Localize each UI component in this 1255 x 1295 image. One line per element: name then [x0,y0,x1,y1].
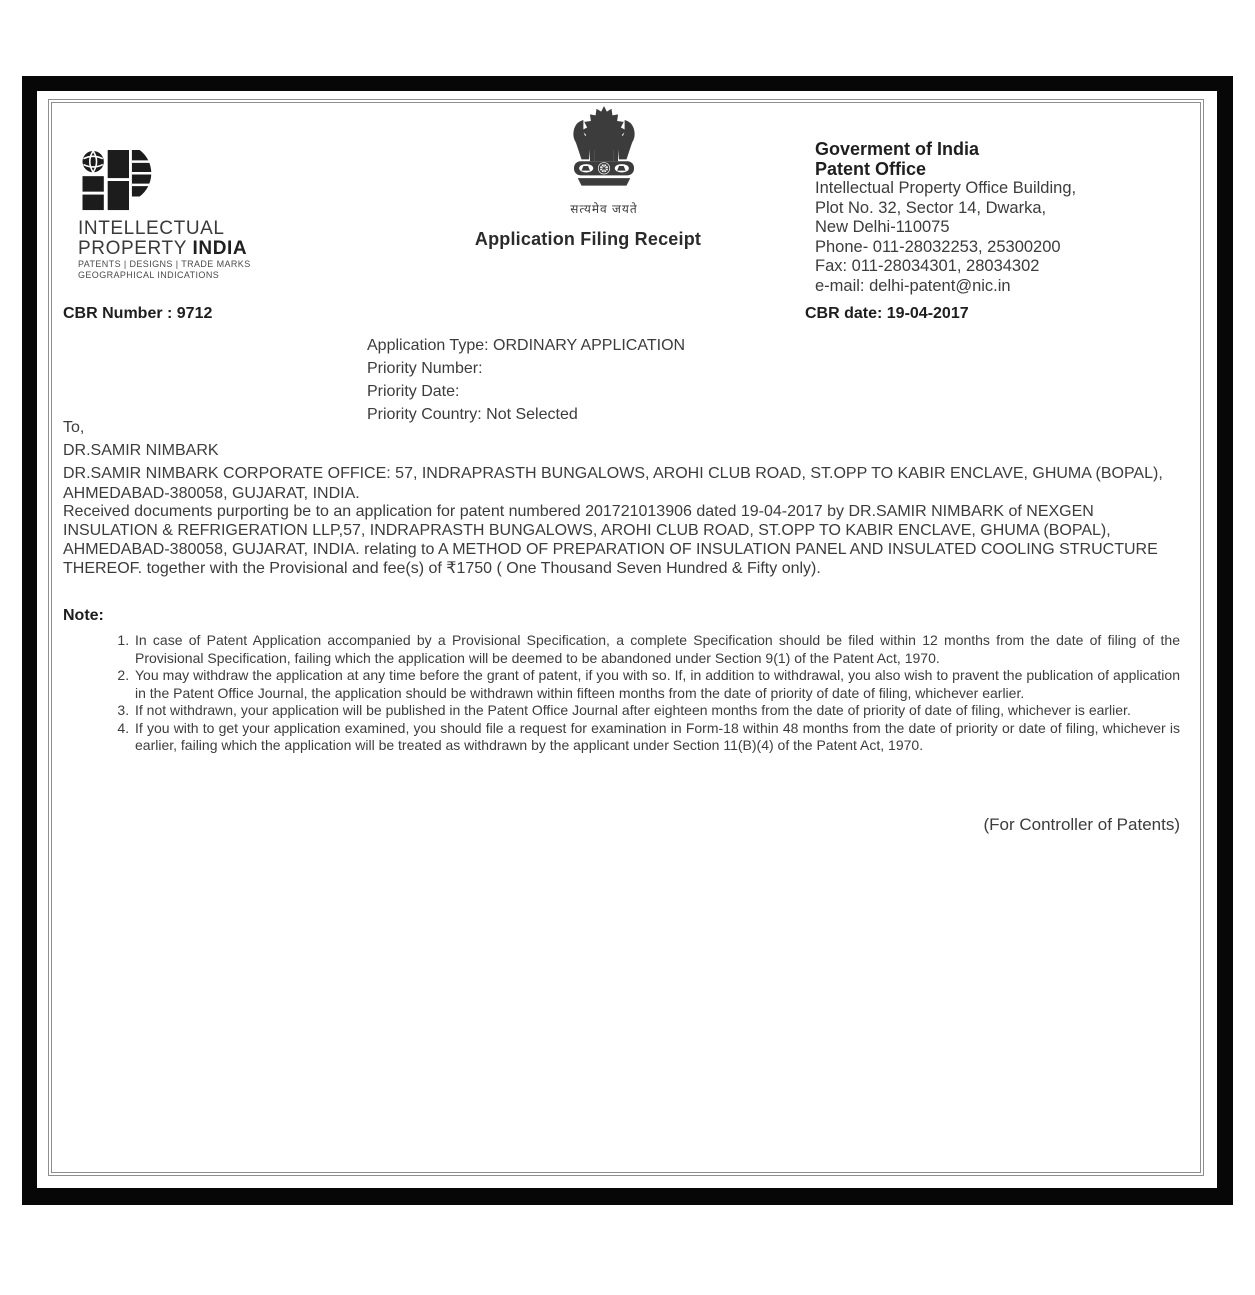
page-title: Application Filing Receipt [474,229,702,249]
logo-wordmark-line1: INTELLECTUAL [78,218,225,239]
office-phone-line: Phone- 011-28032253, 25300200 [815,237,1061,256]
salutation: To, [63,419,85,436]
application-details [367,334,887,426]
emblem-motto: सत्यमेव जयते [570,202,638,216]
cbr-number: CBR Number : 9712 [63,305,213,322]
note-item-3: 3. If not withdrawn, your application will be published in the Patent Office Journal after eighteen months from the date of priority of date of filing, whichever is earlier. [133,702,1180,720]
note-list [63,632,1180,755]
office-address-line: Intellectual Property Office Building, [815,179,1077,197]
page-border [48,99,1204,1176]
national-emblem [552,105,656,217]
document-frame [22,76,1233,1205]
ip-india-logo-icon [78,150,180,212]
office-patent-office-line: Patent Office [815,159,927,179]
logo-wordmark-property: PROPERTY [78,238,193,259]
logo-subtext-line2: GEOGRAPHICAL INDICATIONS [78,270,220,280]
logo-wordmark-line2 [78,238,338,259]
office-address-line: New Delhi-110075 [815,218,950,236]
document-sheet [37,91,1217,1188]
application-type: Application Type: ORDINARY APPLICATION [367,337,686,354]
ashoka-emblem-icon [556,105,652,195]
logo-wordmark-india: INDIA [192,238,248,259]
receipt-body-paragraph: Received documents purporting be to an application for patent numbered 201721013906 dated 19-04-2017 by DR.SAMIR NIMBARK of NEXGEN INSULATION & REFRIGERATION LLP,57, INDRAPRASTH BUNGALOWS, AROHI CLUB ROAD, ST.OPP TO KABIR ENCLAVE, GHUMA (BOPAL), AHMEDABAD-380058, GUJARAT, INDIA. relating to A METHOD OF PREPARATION OF INSULATION PANEL AND INSULATED COOLING STRUCTURE THEREOF. together with the Provisional and fee(s) of ₹1750 ( One Thousand Seven Hundred & Fifty only). [63,503,1158,577]
note-item-4: 4. If you with to get your application examined, you should file a request for examination in Form-18 within 48 months from the date of priority or date of filing, whichever is earlier, failing which the application will be treated as withdrawn by the applicant under Section 11(B)(4) of the Patent Act, 1970. [133,720,1180,755]
note-item-2: 2. You may withdraw the application at any time before the grant of patent, if you with so. If, in addition to withdrawal, you also wish to pravent the publication of application in the Patent Office Journal, the application should be withdrawn within fifteen months from the date of priority of date of filing, whichever earlier. [133,667,1180,702]
ip-india-logo [78,150,338,279]
priority-country: Priority Country: Not Selected [367,406,578,423]
office-email-line: e-mail: delhi-patent@nic.in [815,276,1011,295]
logo-subtext-line1: PATENTS | DESIGNS | TRADE MARKS [78,259,251,269]
cbr-date: CBR date: 19-04-2017 [805,305,969,322]
note-label: Note: [63,607,104,624]
controller-signature: (For Controller of Patents) [983,815,1180,834]
office-govt-line: Goverment of India [815,139,980,159]
priority-number: Priority Number: [367,360,483,377]
office-address-block [815,139,1215,296]
addressee-address: DR.SAMIR NIMBARK CORPORATE OFFICE: 57, INDRAPRASTH BUNGALOWS, AROHI CLUB ROAD, ST.OPP TO KABIR ENCLAVE, GHUMA (BOPAL), AHMEDABAD-380058, GUJARAT, INDIA. [63,465,1163,502]
office-fax-line: Fax: 011-28034301, 28034302 [815,257,1040,275]
addressee-name: DR.SAMIR NIMBARK [63,442,219,459]
office-address-line: Plot No. 32, Sector 14, Dwarka, [815,198,1047,217]
priority-date: Priority Date: [367,383,460,400]
page-content [52,103,1200,1172]
note-item-1: 1. In case of Patent Application accompanied by a Provisional Specification, a complete Specification should be filed within 12 months from the date of filing of the Provisional Specification, failing which the application will be deemed to be abandoned under Section 9(1) of the Patent Act, 1970. [133,632,1180,667]
